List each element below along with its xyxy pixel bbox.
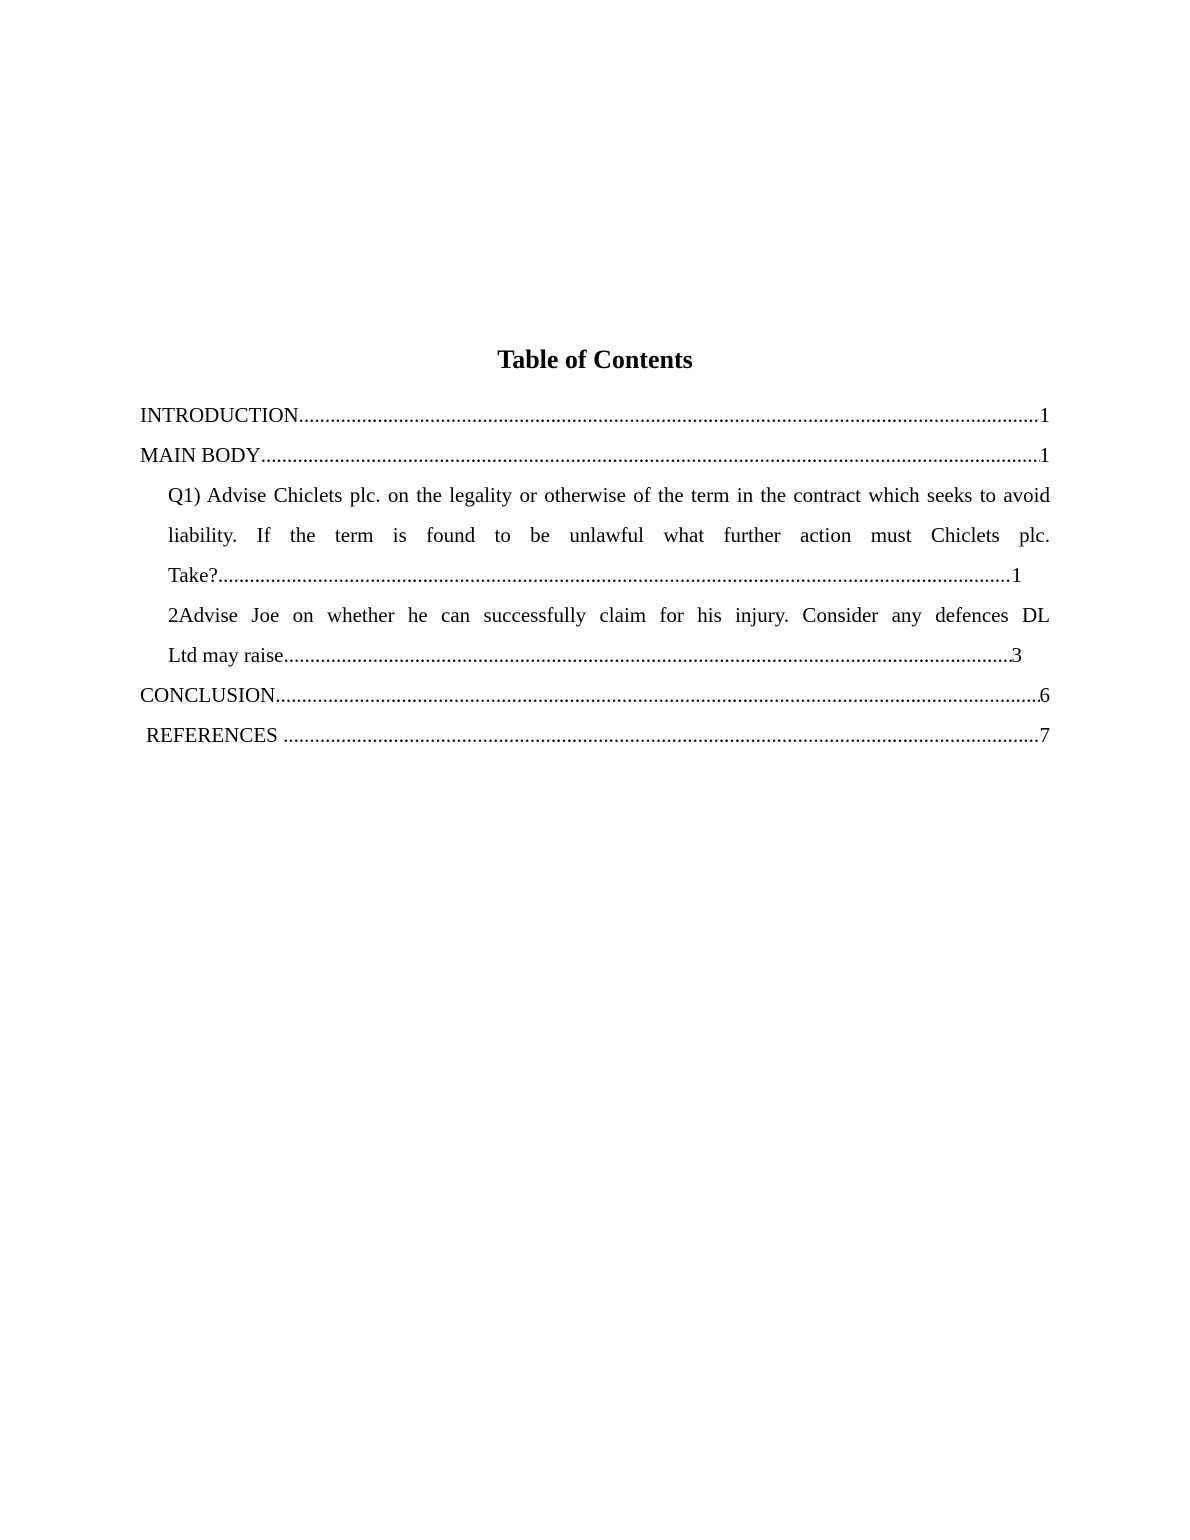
toc-page-number: 6	[1039, 683, 1050, 707]
toc-entry-references[interactable]	[140, 715, 1050, 755]
table-of-contents	[140, 395, 1050, 755]
toc-leader-dots	[299, 395, 1040, 435]
toc-page-number: 3	[1011, 643, 1022, 667]
toc-entry-label: Ltd may raise	[168, 643, 284, 667]
toc-leader-dots	[218, 555, 1012, 595]
toc-entry-q2[interactable]	[140, 595, 1050, 675]
toc-entry-text: 2Advise Joe on whether he can successfully claim for his injury. Consider any defences DL	[168, 603, 1050, 627]
toc-entry-introduction[interactable]	[140, 395, 1050, 435]
toc-entry-label: Take?	[168, 563, 218, 587]
toc-entry-last-line	[168, 555, 1022, 595]
toc-leader-dots	[283, 635, 1011, 675]
toc-entry-label: REFERENCES	[146, 723, 284, 747]
toc-entry-label: INTRODUCTION	[140, 403, 299, 427]
toc-page-number: 1	[1039, 403, 1050, 427]
toc-leader-dots	[261, 435, 1040, 475]
toc-entry-text: Q1) Advise Chiclets plc. on the legality or otherwise of the term in the contract which seeks to avoid liability. If the term is found to be unlawful what further action must Chiclets plc.	[168, 483, 1050, 547]
toc-entry-label: MAIN BODY	[140, 443, 261, 467]
toc-entry-label: CONCLUSION	[140, 683, 276, 707]
toc-leader-dots	[275, 675, 1039, 715]
toc-page-number: 7	[1039, 723, 1050, 747]
toc-entry-main-body[interactable]	[140, 435, 1050, 475]
toc-leader-dots	[283, 715, 1039, 755]
toc-entry-q1[interactable]	[140, 475, 1050, 595]
toc-page-number: 1	[1039, 443, 1050, 467]
toc-entry-conclusion[interactable]	[140, 675, 1050, 715]
toc-page-number: 1	[1011, 563, 1022, 587]
toc-entry-last-line	[168, 635, 1022, 675]
toc-title: Table of Contents	[497, 345, 693, 374]
